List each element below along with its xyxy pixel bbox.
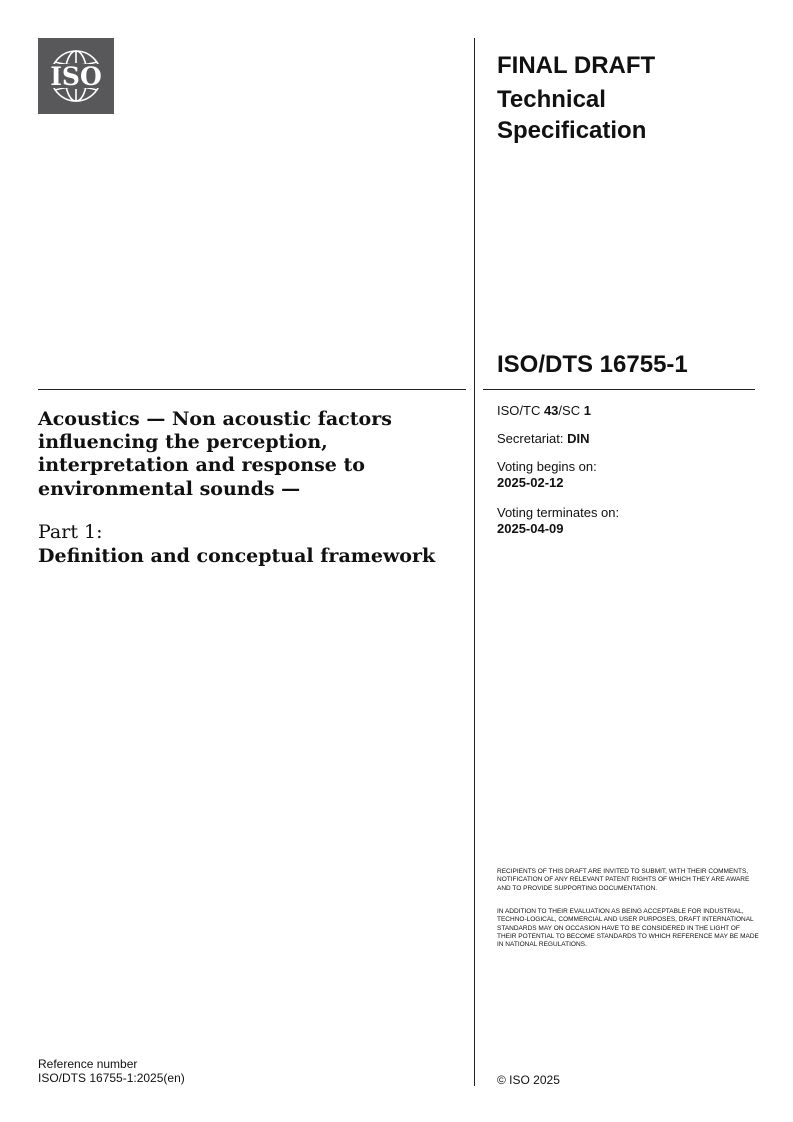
document-type: Technical Specification	[497, 86, 647, 145]
copyright: © ISO 2025	[497, 1073, 560, 1087]
secretariat-line	[497, 431, 589, 447]
part-label: Part 1:	[38, 521, 103, 543]
horizontal-divider-right	[483, 389, 755, 390]
sc-number: 1	[583, 403, 591, 418]
svg-text:ISO: ISO	[50, 62, 102, 91]
voting-terminates	[497, 505, 619, 536]
voting-terminates-label: Voting terminates on:	[497, 505, 620, 520]
reference-number: ISO/DTS 16755-1:2025(en)	[38, 1071, 185, 1085]
final-draft-label: FINAL DRAFT	[497, 52, 656, 79]
globe-icon	[38, 38, 114, 114]
voting-begins-date: 2025-02-12	[497, 474, 564, 490]
secretariat-value: DIN	[567, 431, 590, 446]
voting-begins	[497, 459, 597, 490]
vertical-divider	[474, 38, 475, 1086]
sc-prefix: /SC	[558, 403, 584, 418]
committee-line	[497, 403, 591, 419]
secretariat-label: Secretariat:	[497, 431, 568, 446]
horizontal-divider-left	[38, 389, 466, 390]
document-number: ISO/DTS 16755-1	[497, 351, 688, 378]
part-title: Definition and conceptual framework	[38, 545, 436, 567]
reference-label: Reference number	[38, 1057, 138, 1071]
iso-logo	[38, 38, 114, 114]
tc-prefix: ISO/TC	[497, 403, 544, 418]
notice-paragraph-1: RECIPIENTS OF THIS DRAFT ARE INVITED TO SUBMIT, WITH THEIR COMMENTS, NOTIFICATION OF ANY RELEVANT PATENT RIGHTS OF WHICH THEY ARE AWARE AND TO PROVIDE SUPPORTING DOCUMENTATION.	[497, 868, 750, 892]
voting-begins-label: Voting begins on:	[497, 459, 597, 474]
voting-terminates-date: 2025-04-09	[497, 520, 564, 536]
notice-paragraph-2: IN ADDITION TO THEIR EVALUATION AS BEING ACCEPTABLE FOR INDUSTRIAL, TECHNO-LOGICAL, COMMERCIAL AND USER PURPOSES, DRAFT INTERNATIONAL STANDARDS MAY ON OCCASION HAVE TO BE CONSIDERED IN THE LIGHT OF THEIR POTENTIAL TO BECOME STANDARDS TO WHICH REFERENCE MAY BE MADE IN NATIONAL REGULATIONS.	[497, 908, 759, 949]
document-title: Acoustics — Non acoustic factors influencing the perception, interpretation and response to environmental sounds —	[38, 408, 392, 500]
tc-number: 43	[543, 403, 559, 418]
